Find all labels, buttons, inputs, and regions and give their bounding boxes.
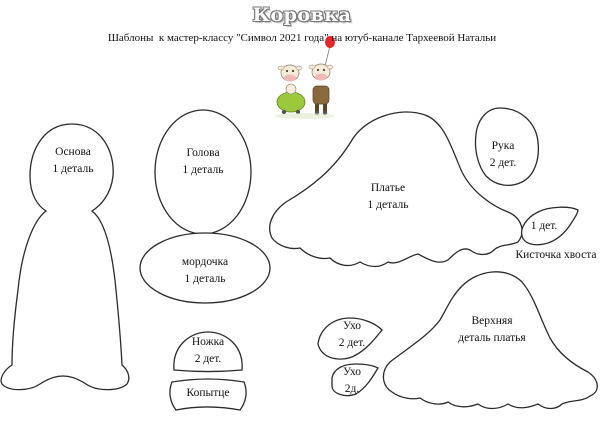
body-piece-label [40, 144, 106, 178]
body-piece-count: 1 деталь [52, 163, 94, 175]
head-piece-name: Голова [186, 147, 220, 159]
arm-piece-count: 2 дет. [489, 157, 517, 169]
tail-tip-name-label: Кисточка хвоста [515, 249, 597, 261]
muzzle-piece-name: мордочка [181, 256, 229, 268]
ear-piece-label [330, 318, 374, 352]
arm-piece-name: Рука [491, 140, 515, 152]
upper-dress-piece-name2: деталь платья [458, 332, 526, 344]
leg-piece-count: 2 дет. [194, 353, 222, 365]
head-piece-count: 1 деталь [182, 164, 224, 176]
ear-piece-name: Ухо [342, 320, 362, 332]
leg-piece-label [182, 334, 234, 368]
arm-piece-label [478, 138, 528, 172]
page-title: Коровка [252, 4, 352, 26]
ear-piece-count-2: 2д. [344, 383, 360, 395]
ear-piece-count: 2 дет. [338, 337, 366, 349]
leg-piece-name: Ножка [191, 336, 225, 348]
ear-piece-name-2: Ухо [342, 366, 362, 378]
muzzle-piece-count: 1 деталь [184, 273, 226, 285]
muzzle-piece-label [165, 254, 245, 288]
tail-tip-count-label: 1 дет. [530, 220, 558, 232]
upper-dress-piece-name: Верхняя [471, 315, 513, 327]
page-subtitle: Шаблоны к мастер-классу "Символ 2021 года" на ютуб-канале Тархеевой Натальи [107, 32, 497, 44]
dress-piece-label [353, 180, 423, 214]
body-piece-name: Основа [55, 146, 91, 158]
upper-dress-piece-label [444, 313, 540, 347]
dress-piece-count: 1 деталь [367, 199, 409, 211]
cow-couple-illustration [275, 36, 335, 119]
dress-piece-name: Платье [370, 182, 406, 194]
ear-piece-label-2 [334, 364, 370, 398]
head-piece-label [168, 145, 238, 179]
hoof-piece-label: Копытце [186, 387, 230, 399]
